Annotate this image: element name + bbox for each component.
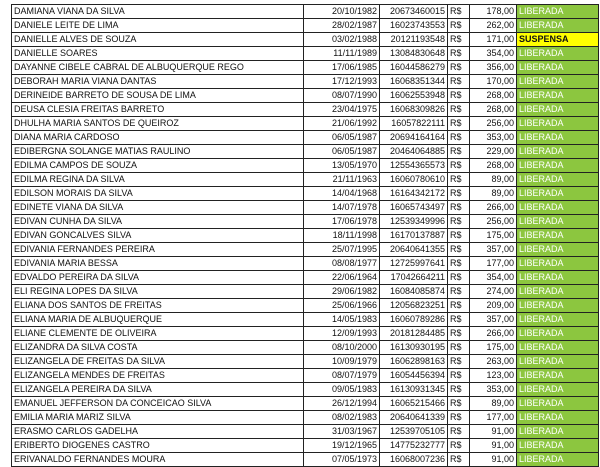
name-cell: EDIVANIA MARIA BESSA	[12, 257, 304, 271]
currency-cell: R$	[448, 89, 470, 103]
value-cell: 353,00	[470, 131, 517, 145]
table-row	[12, 341, 599, 355]
value-cell: 91,00	[470, 439, 517, 453]
name-cell: EMANUEL JEFFERSON DA CONCEICAO SILVA	[12, 397, 304, 411]
table-row	[12, 47, 599, 61]
code-cell: 16044586279	[380, 61, 448, 75]
status-badge: LIBERADA	[517, 271, 599, 285]
currency-cell: R$	[448, 369, 470, 383]
name-cell: ELIANA DOS SANTOS DE FREITAS	[12, 299, 304, 313]
name-cell: DANIELE LEITE DE LIMA	[12, 19, 304, 33]
code-cell: 16164342172	[380, 187, 448, 201]
name-cell: EDIBERGNA SOLANGE MATIAS RAULINO	[12, 145, 304, 159]
status-badge: LIBERADA	[517, 313, 599, 327]
value-cell: 266,00	[470, 201, 517, 215]
birth-date-cell: 14/04/1968	[304, 187, 380, 201]
value-cell: 356,00	[470, 61, 517, 75]
code-cell: 16130931345	[380, 383, 448, 397]
birth-date-cell: 07/05/1973	[304, 453, 380, 467]
currency-cell: R$	[448, 453, 470, 467]
name-cell: ELIZANGELA PEREIRA DA SILVA	[12, 383, 304, 397]
name-cell: DEBORAH MARIA VIANA DANTAS	[12, 75, 304, 89]
beneficiary-table	[11, 4, 599, 467]
name-cell: DERINEIDE BARRETO DE SOUSA DE LIMA	[12, 89, 304, 103]
table-row	[12, 33, 599, 47]
table-row	[12, 159, 599, 173]
table-row	[12, 383, 599, 397]
birth-date-cell: 23/04/1975	[304, 103, 380, 117]
birth-date-cell: 14/05/1983	[304, 313, 380, 327]
status-badge: LIBERADA	[517, 299, 599, 313]
birth-date-cell: 11/11/1989	[304, 47, 380, 61]
birth-date-cell: 21/06/1992	[304, 117, 380, 131]
value-cell: 357,00	[470, 243, 517, 257]
status-badge: LIBERADA	[517, 201, 599, 215]
name-cell: EDILSON MORAIS DA SILVA	[12, 187, 304, 201]
status-badge: LIBERADA	[517, 243, 599, 257]
birth-date-cell: 19/12/1965	[304, 439, 380, 453]
value-cell: 177,00	[470, 411, 517, 425]
status-badge: LIBERADA	[517, 173, 599, 187]
birth-date-cell: 17/06/1978	[304, 215, 380, 229]
name-cell: EDIVANIA FERNANDES PEREIRA	[12, 243, 304, 257]
birth-date-cell: 21/11/1963	[304, 173, 380, 187]
name-cell: ELIZANGELA MENDES DE FREITAS	[12, 369, 304, 383]
birth-date-cell: 10/09/1979	[304, 355, 380, 369]
birth-date-cell: 03/02/1988	[304, 33, 380, 47]
birth-date-cell: 17/06/1985	[304, 61, 380, 75]
value-cell: 91,00	[470, 425, 517, 439]
currency-cell: R$	[448, 257, 470, 271]
name-cell: EDILMA CAMPOS DE SOUZA	[12, 159, 304, 173]
birth-date-cell: 25/06/1966	[304, 299, 380, 313]
code-cell: 20673460015	[380, 5, 448, 19]
code-cell: 16068351344	[380, 75, 448, 89]
value-cell: 262,00	[470, 19, 517, 33]
name-cell: DIANA MARIA CARDOSO	[12, 131, 304, 145]
code-cell: 13084830648	[380, 47, 448, 61]
table-row	[12, 369, 599, 383]
birth-date-cell: 20/10/1982	[304, 5, 380, 19]
birth-date-cell: 13/05/1970	[304, 159, 380, 173]
birth-date-cell: 28/02/1987	[304, 19, 380, 33]
code-cell: 20694164164	[380, 131, 448, 145]
table-row	[12, 5, 599, 19]
name-cell: ELIANA MARIA DE ALBUQUERQUE	[12, 313, 304, 327]
value-cell: 229,00	[470, 145, 517, 159]
currency-cell: R$	[448, 47, 470, 61]
value-cell: 170,00	[470, 75, 517, 89]
table-row	[12, 327, 599, 341]
code-cell: 12554365573	[380, 159, 448, 173]
currency-cell: R$	[448, 229, 470, 243]
currency-cell: R$	[448, 173, 470, 187]
currency-cell: R$	[448, 131, 470, 145]
currency-cell: R$	[448, 75, 470, 89]
status-badge: LIBERADA	[517, 145, 599, 159]
code-cell: 16023743553	[380, 19, 448, 33]
value-cell: 256,00	[470, 117, 517, 131]
code-cell: 16062898163	[380, 355, 448, 369]
code-cell: 16068309826	[380, 103, 448, 117]
currency-cell: R$	[448, 327, 470, 341]
currency-cell: R$	[448, 383, 470, 397]
currency-cell: R$	[448, 313, 470, 327]
value-cell: 268,00	[470, 103, 517, 117]
name-cell: ELIZANDRA DA SILVA COSTA	[12, 341, 304, 355]
table-row	[12, 117, 599, 131]
name-cell: EDIVAN GONCALVES SILVA	[12, 229, 304, 243]
currency-cell: R$	[448, 19, 470, 33]
status-badge: LIBERADA	[517, 439, 599, 453]
currency-cell: R$	[448, 355, 470, 369]
status-badge: LIBERADA	[517, 215, 599, 229]
currency-cell: R$	[448, 103, 470, 117]
code-cell: 16170137887	[380, 229, 448, 243]
currency-cell: R$	[448, 341, 470, 355]
code-cell: 16065743497	[380, 201, 448, 215]
currency-cell: R$	[448, 159, 470, 173]
table-row	[12, 411, 599, 425]
status-badge: LIBERADA	[517, 19, 599, 33]
value-cell: 263,00	[470, 355, 517, 369]
currency-cell: R$	[448, 5, 470, 19]
birth-date-cell: 08/02/1983	[304, 411, 380, 425]
currency-cell: R$	[448, 439, 470, 453]
currency-cell: R$	[448, 201, 470, 215]
status-badge: LIBERADA	[517, 229, 599, 243]
name-cell: ELI REGINA LOPES DA SILVA	[12, 285, 304, 299]
birth-date-cell: 12/09/1993	[304, 327, 380, 341]
status-badge: LIBERADA	[517, 75, 599, 89]
status-badge: LIBERADA	[517, 341, 599, 355]
birth-date-cell: 14/07/1978	[304, 201, 380, 215]
status-badge: LIBERADA	[517, 5, 599, 19]
name-cell: EDVALDO PEREIRA DA SILVA	[12, 271, 304, 285]
status-badge: LIBERADA	[517, 117, 599, 131]
table-row	[12, 299, 599, 313]
code-cell: 20121193548	[380, 33, 448, 47]
status-badge: SUSPENSA	[517, 33, 599, 47]
code-cell: 16068007236	[380, 453, 448, 467]
name-cell: ELIANE CLEMENTE DE OLIVEIRA	[12, 327, 304, 341]
code-cell: 20181284485	[380, 327, 448, 341]
name-cell: DAYANNE CIBELE CABRAL DE ALBUQUERQUE REGO	[12, 61, 304, 75]
birth-date-cell: 08/07/1979	[304, 369, 380, 383]
name-cell: ERIVANALDO FERNANDES MOURA	[12, 453, 304, 467]
code-cell: 20640641339	[380, 411, 448, 425]
birth-date-cell: 06/05/1987	[304, 145, 380, 159]
code-cell: 20640641355	[380, 243, 448, 257]
status-badge: LIBERADA	[517, 369, 599, 383]
currency-cell: R$	[448, 411, 470, 425]
code-cell: 16060789286	[380, 313, 448, 327]
code-cell: 12725997641	[380, 257, 448, 271]
value-cell: 354,00	[470, 47, 517, 61]
value-cell: 175,00	[470, 341, 517, 355]
status-badge: LIBERADA	[517, 383, 599, 397]
value-cell: 91,00	[470, 453, 517, 467]
value-cell: 123,00	[470, 369, 517, 383]
table-row	[12, 313, 599, 327]
currency-cell: R$	[448, 33, 470, 47]
name-cell: ELIZANGELA DE FREITAS DA SILVA	[12, 355, 304, 369]
name-cell: EDINETE VIANA DA SILVA	[12, 201, 304, 215]
table-row	[12, 75, 599, 89]
table-row	[12, 257, 599, 271]
currency-cell: R$	[448, 299, 470, 313]
code-cell: 12539349996	[380, 215, 448, 229]
currency-cell: R$	[448, 117, 470, 131]
birth-date-cell: 17/12/1993	[304, 75, 380, 89]
birth-date-cell: 08/10/2000	[304, 341, 380, 355]
code-cell: 16084085874	[380, 285, 448, 299]
currency-cell: R$	[448, 271, 470, 285]
value-cell: 256,00	[470, 215, 517, 229]
code-cell: 20464064885	[380, 145, 448, 159]
birth-date-cell: 26/12/1994	[304, 397, 380, 411]
code-cell: 16065215466	[380, 397, 448, 411]
table-row	[12, 173, 599, 187]
value-cell: 171,00	[470, 33, 517, 47]
code-cell: 12539705105	[380, 425, 448, 439]
table-row	[12, 453, 599, 467]
name-cell: DHULHA MARIA SANTOS DE QUEIROZ	[12, 117, 304, 131]
table-row	[12, 215, 599, 229]
name-cell: EDILMA REGINA DA SILVA	[12, 173, 304, 187]
currency-cell: R$	[448, 397, 470, 411]
birth-date-cell: 22/06/1964	[304, 271, 380, 285]
value-cell: 89,00	[470, 397, 517, 411]
status-badge: LIBERADA	[517, 397, 599, 411]
status-badge: LIBERADA	[517, 187, 599, 201]
value-cell: 354,00	[470, 271, 517, 285]
table-row	[12, 89, 599, 103]
status-badge: LIBERADA	[517, 61, 599, 75]
value-cell: 89,00	[470, 173, 517, 187]
code-cell: 16054456394	[380, 369, 448, 383]
currency-cell: R$	[448, 145, 470, 159]
table-row	[12, 103, 599, 117]
currency-cell: R$	[448, 215, 470, 229]
table-row	[12, 145, 599, 159]
birth-date-cell: 29/06/1982	[304, 285, 380, 299]
code-cell: 16062553948	[380, 89, 448, 103]
name-cell: ERASMO CARLOS GADELHA	[12, 425, 304, 439]
birth-date-cell: 08/07/1990	[304, 89, 380, 103]
currency-cell: R$	[448, 425, 470, 439]
status-badge: LIBERADA	[517, 411, 599, 425]
currency-cell: R$	[448, 285, 470, 299]
value-cell: 209,00	[470, 299, 517, 313]
value-cell: 268,00	[470, 89, 517, 103]
status-badge: LIBERADA	[517, 285, 599, 299]
name-cell: DEUSA CLESIA FREITAS BARRETO	[12, 103, 304, 117]
code-cell: 14775232777	[380, 439, 448, 453]
birth-date-cell: 31/03/1967	[304, 425, 380, 439]
code-cell: 16130930195	[380, 341, 448, 355]
birth-date-cell: 06/05/1987	[304, 131, 380, 145]
status-badge: LIBERADA	[517, 89, 599, 103]
table-row	[12, 131, 599, 145]
value-cell: 274,00	[470, 285, 517, 299]
value-cell: 175,00	[470, 229, 517, 243]
code-cell: 12056823251	[380, 299, 448, 313]
status-badge: LIBERADA	[517, 103, 599, 117]
status-badge: LIBERADA	[517, 159, 599, 173]
table-row	[12, 397, 599, 411]
currency-cell: R$	[448, 61, 470, 75]
currency-cell: R$	[448, 187, 470, 201]
birth-date-cell: 25/07/1995	[304, 243, 380, 257]
status-badge: LIBERADA	[517, 425, 599, 439]
status-badge: LIBERADA	[517, 257, 599, 271]
value-cell: 268,00	[470, 159, 517, 173]
value-cell: 177,00	[470, 257, 517, 271]
name-cell: DANIELLE SOARES	[12, 47, 304, 61]
table-row	[12, 229, 599, 243]
currency-cell: R$	[448, 243, 470, 257]
value-cell: 353,00	[470, 383, 517, 397]
table-row	[12, 19, 599, 33]
name-cell: DAMIANA VIANA DA SILVA	[12, 5, 304, 19]
name-cell: EMILIA MARIA MARIZ SILVA	[12, 411, 304, 425]
status-badge: LIBERADA	[517, 453, 599, 467]
code-cell: 16057822111	[380, 117, 448, 131]
table-row	[12, 187, 599, 201]
status-badge: LIBERADA	[517, 355, 599, 369]
birth-date-cell: 18/11/1998	[304, 229, 380, 243]
status-badge: LIBERADA	[517, 47, 599, 61]
birth-date-cell: 08/08/1977	[304, 257, 380, 271]
value-cell: 178,00	[470, 5, 517, 19]
table-body	[12, 5, 599, 467]
table-row	[12, 355, 599, 369]
value-cell: 266,00	[470, 327, 517, 341]
table-row	[12, 201, 599, 215]
value-cell: 89,00	[470, 187, 517, 201]
birth-date-cell: 09/05/1983	[304, 383, 380, 397]
status-badge: LIBERADA	[517, 327, 599, 341]
code-cell: 16060780610	[380, 173, 448, 187]
table-row	[12, 439, 599, 453]
name-cell: DANIELLE ALVES DE SOUZA	[12, 33, 304, 47]
name-cell: EDIVAN CUNHA DA SILVA	[12, 215, 304, 229]
name-cell: ERIBERTO DIOGENES CASTRO	[12, 439, 304, 453]
status-badge: LIBERADA	[517, 131, 599, 145]
value-cell: 357,00	[470, 313, 517, 327]
table-row	[12, 61, 599, 75]
code-cell: 17042664211	[380, 271, 448, 285]
table-row	[12, 243, 599, 257]
table-row	[12, 285, 599, 299]
table-row	[12, 271, 599, 285]
table-row	[12, 425, 599, 439]
